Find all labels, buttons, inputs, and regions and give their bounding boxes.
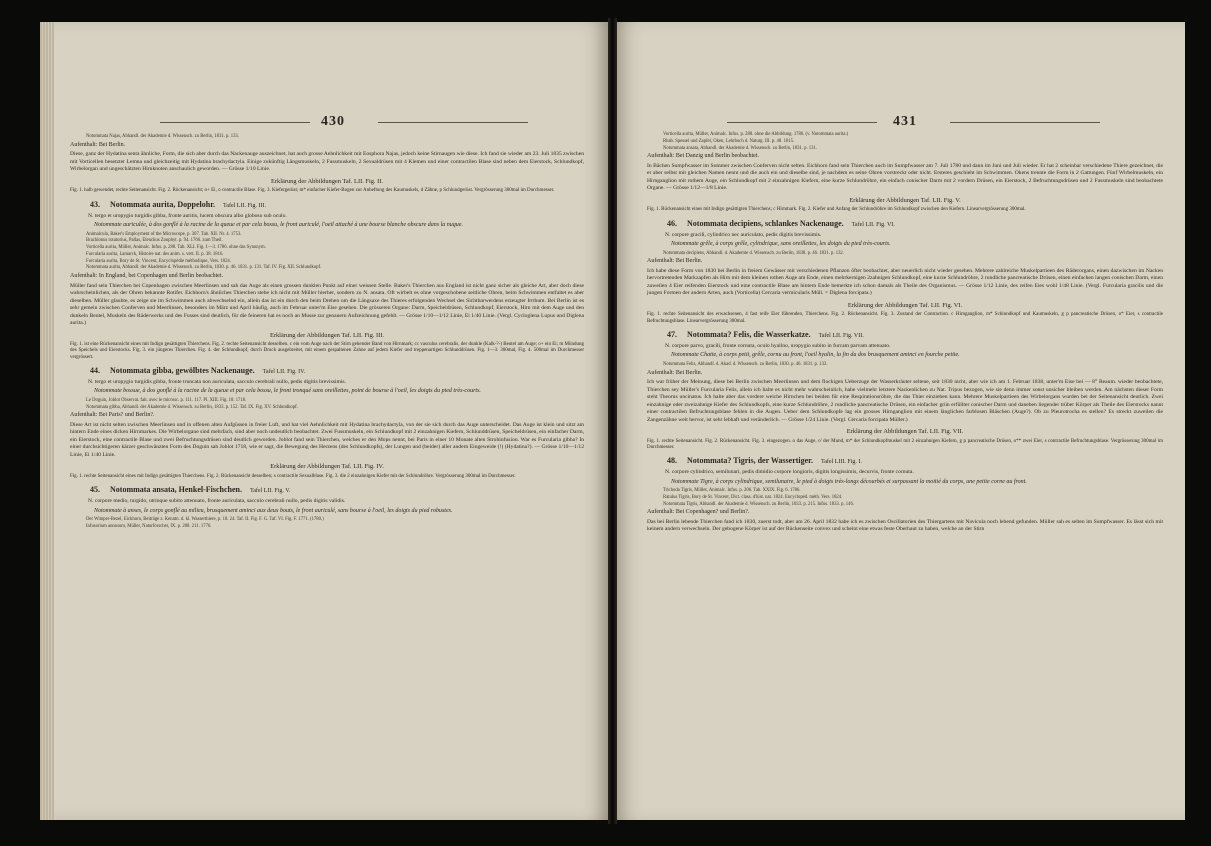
figure-explanation: Fig. 1. rechte Seitenansicht des erwachsenen, 4 fast reife Eier führenden, Thierchens. Fig. 2. Rückenansicht. Fig. 3. Zustand der Contraction. c Hirnganglion, m* Schlundkopf und Kaumuskeln, g p pancreatische Drüsen, o* Eier, s contractile Befruchtungsblase. Linearvergrösserung 300mal. (647, 312, 1163, 324)
figure-explanation: Fig. 1. halb gewendet, rechte Seitenansicht. Fig. 2. Rückenansicht; o+ Ei, o contractile Blase. Fig. 3. Kiefergerüst; m* einfacher Kiefer-Bogen zur Anheftung des Kaumuskels, d Zähne, p Schlundgerüst. Vergrösserung 300mal im Durchmesser. (70, 188, 555, 194)
body-paragraph: Diese Art ist nicht selten zwischen Meerlinsen und in offenen alten Aufgüssen in freier Luft, und hat viel Aehnlichkeit mit Hydatina brachydactyla, von der sie sich durch das Auge unterscheidet. Das Auge ist klein und sitzt am hintern Ende eines dicken Hirnmarkes. Die Wirbelorgane sind mehrfach, sind aber noch undeutlich beobachtet. Zwei Fussmuskeln, ein Schlundkopf mit 2 einzahnigen Kiefern, Schlunddrüsen, Speicheldrüsen, ein einfacher Darm, ein Eierstock, eine contractile Blase und zwei Befruchtungsdrüsen sind deutlich geworden. Joblot fand sein Thierchen, welches er den Mops nennt, bei Paris in einer 10 Monate alten Strohinfusion. War es Furcularia gibba? In einer durchsichtigeren kärzer geschwänzten Form des Doguin sah Joblot 1718, wie er sagt, die Bewegung des Herzens (des Schlundkopfs), der Lungen und (beider) aller andern Eingeweide (!) (Hydatina?). — Grösse 1/10—1/12 Linie, Ei 1/40 Linie. (70, 421, 584, 458)
habitat-line: Aufenthalt: Bei Copenhagen? und Berlin?. (647, 509, 750, 516)
species-heading (90, 200, 584, 211)
species-heading (90, 485, 584, 496)
page-number: 431 (893, 114, 917, 129)
french-diagnosis: Notommate bossue, à dos gonflé à la racine de la queue et par cela bossu, le front tronqué sans oreillettes, point de bourse à l'oeil, les doigts du pied très-courts. (94, 388, 481, 395)
french-diagnosis: Notommate auriculée, à dos gonflé à la racine de la queue et par cela bossu, le front auriculé, l'oeil attaché à une bourse blanche obscure dans la nuque. (94, 222, 463, 228)
synonym-ref: Notommata ansata, Abhandl. der Akademie d. Wissensch. zu Berlin, 1831. p. 131. (663, 145, 817, 151)
species-heading (667, 219, 1163, 230)
habitat-line: Aufenthalt: Bei Berlin. (647, 258, 703, 265)
synonym-ref: Animalcula, Baker's Employment of the Microscope, p. 307. Tab. XII. Nr. 4. 1753. (86, 231, 242, 237)
figure-explanation: Fig. 1. Rückenansicht eines mit Indigo gesättigten Thierchens; c Hirnmark. Fig. 2. Kiefer und Anfang der Schlundröhre im Schlundkopf zwischen den Kiefern. Linearvergrösserung 300mal. (647, 207, 1026, 213)
species-title: Notommata ansata, Henkel-Fischchen. (110, 485, 242, 495)
synonym-ref: Ratulus Tigris, Bory de St. Vincent, Dict. class. d'hist. nat. 1824. Encyclopéd. méth. Vers. 1824. (663, 494, 843, 500)
synonym-ref: Rhab. Spessel und Zapfel, Oken, Lehrbuch d. Naturg. III. p. 48. 1815. (663, 138, 795, 144)
figure-explanation-title: Erklärung der Abbildungen Taf. LII. Fig. III. (269, 331, 385, 339)
species-number: 48. (667, 456, 677, 465)
species-heading (90, 366, 584, 377)
species-number: 45. (90, 485, 100, 495)
figure-explanation: Fig. 1. ist eine Rückenansicht eines mit Indigo gesättigten Thierchens. Fig. 2. rechte Seitenansicht desselben. c ein vom Auge nach der Stirn gehender Band von Hirnmark; cc vasculus cerebralis, der dunkle (Kalk-?-) Beutel am Auge; o+ ein Ei; m Mündung des Speichels und Eierstocks. Fig. 3. ein jüngeres Thierchen. Fig. 4. der Schlundkopf, durch Druck ausgebreitet, mit einem gespaltenen Zahne auf jedem Kiefer und treppenartigen Schlunddrüsen. Fig. 1—3. 300mal, Fig. 4. 500mal im Durchmesser vergrössert. (70, 342, 584, 360)
body-paragraph: Ich war früher der Meinung, diese bei Berlin zwischen Meerlinsen und dem flockigen Ueberzuge der Wasserkräuter seltene, seit 1830 nicht, aber wie ich am 1. Februar 1838, unter'm Eise bei — 8° Reaum. wieder beobachtete, Thierchen sey Müller's Furcularia Felis, allein ich halte es nicht mehr wahrscheinlich, habe vielmehr letztere Nackenlichen zu Nat. Tripus bezogen, wie sie denn immer sonst unsicher bleiben werden. Am nächsten dieser Form steht Theorus uncinatus. Ich halte aber das vordere weiche Hirnchen bei beiden für eine Respirationsröhre, die das Thier einziehen kann. Mehrere Muskelpartieen des Wirbelorgans wurden bei der Seitenansicht deutlich. Zwei einzahnige oder zweizahnige Kiefer des Schlundkopfs, eine kurze Schlundröhre, 2 rundliche pancreatische Drüsen, ein einfacher grün erfüllter conischer Darm und daneben liegender trüber Körper als Theile des Eierstocks nannt einer contractilen Befruchtungsblase fehlen in die Augen. Ueber dem Schlundkopfe lag ein grosses Hirnganglion mit einem länglichen farblosen Bläschen (Auge?). Ob zu Pleurotrocha es stellen? Es streckt zuweilen die Zangenzähne weit hervor, ist sehr lebhaft und veränderlich. — Grösse 1/24 Linie. (Vergl. Cercaria forcipata Müller.) (647, 379, 1163, 423)
synonym-ref: Notommata decipiens, Abhandl. d. Akademie d. Wissensch. zu Berlin, 1830. p. 46. 1831. p. 132. (663, 250, 844, 256)
species-number: 43. (90, 199, 100, 209)
habitat-line: Aufenthalt: Bei Berlin. (70, 141, 126, 148)
synonym-ref: Infusorium annosum, Müller, Naturforscher, IX. p. 208. 211. 1776. (86, 523, 212, 529)
habitat-line: Aufenthalt: Bei Paris? und Berlin?. (70, 412, 155, 419)
page-header (40, 114, 608, 128)
synonym-ref: Notommata Felis, Abhandl. d. Akad. d. Wissensch. zu Berlin, 1830. p. 46. 1831. p. 133. (663, 361, 828, 367)
reference-line: Notommata Najas, Abhandl. der Akademie d. Wissensch. zu Berlin, 1831. p. 133. (86, 134, 239, 139)
latin-diagnosis: N. tergo et uropygio turgidis gibba, fronte truncata non auriculata, sacculo cerebrali nullo, pedis digitis brevissimis. (88, 378, 346, 385)
body-paragraph: Das bei Berlin lebende Thierchen fand ich 1830, zuerst todt, aber am 26. April 1832 habe ich es zwischen Oscillatorien des Thiergartens mit Navicula noch lebend gefunden. Müller sah es selten im Sumpfwasser. Es lässt sich mit keinem andern verwechseln. Der gebogene Körper ist auf der Rückenseite convex und scheint eine etwas feste Oberhaut zu haben, welche an der Stirn (647, 518, 1163, 533)
species-title: Notommata decipiens, schlankes Nackenauge. (687, 218, 844, 228)
latin-diagnosis: N. corpore medio, turgido, utrinque subito attenuato, fronte auriculata, sacculo cerebrali nullo, pedis digitis validis. (88, 498, 346, 505)
figure-explanation-title: Erklärung der Abbildungen Taf. LII. Fig. V. (849, 196, 961, 204)
left-page-text (70, 134, 584, 531)
figure-explanation-title: Erklärung der Abbildungen Taf. LII. Fig. IV. (270, 463, 384, 471)
species-heading (667, 456, 1163, 467)
body-paragraph: In Bächen Sumpfwasser im Sommer zwischen Conferven nicht selten. Eichhorn fand sein Thierchen auch im Sumpfwasser am 7. Juli 1780 und dann im Juni und Juli wieder. Er hat 2 scheinbar verschiedene Thiere gezeichnet, die er aber selbst mit gleichen Namen nennt und die auch ein und dieselbe sind, je nachdem es seine Ohren vorstreckt oder nicht. Ersteres geschieht im Schwimmen. Okens trennte die Form in 2 Gattungen. Fünf Wirbelmuskeln, ein Hirnganglion mit rothem Auge, ein Schlundkopf mit 2 einzahnigen Kiefern, eine kurze Schlundröhre, ein einfach conischer Darm mit 2 vordern Drüsen, ein Eierstock, 2 Befruchtungsdrüsen und 2 Fussmuskeln sind beobachtete Organe. — Grösse 1/12—1/8 Linie. (647, 162, 1163, 192)
plate-ref: Tafel LII. Fig. V. (250, 488, 291, 495)
french-diagnosis: Notommate à anses, le corps gonflé au milieu, brusquement aminci aux deux bouts, le front auriculé, sans bourse à l'oeil, les doigts du pied robustes. (94, 507, 453, 514)
latin-diagnosis: N. corpore cylindrico, semilunari, pedis dimidio corpore longioris, digitis longissimis, decurvis, fronte cornuta. (665, 469, 914, 475)
species-title: Notommata gibba, gewölbtes Nackenauge. (110, 365, 255, 375)
synonym-ref: Notommata gibba, Abhandl. der Akademie d. Wissensch. zu Berlin, 1833. p. 152. Taf. IX. Fig. XV. Schlundkopf. (86, 404, 298, 410)
synonym-ref: Furcularia aurita, Lamarck, Histoire nat. des anim. s. vert. II. p. 38. 1816. (86, 251, 224, 257)
body-paragraph: Ich habe diese Form von 1830 bei Berlin in freiem Gewässer mit verschiedenen Pflanzen öfter beobachtet, aber neuerlich nicht wieder gesehen. Mehrere zahlreiche Muskelpartieen des Räderorgans, einen dazwischen im Nacken hervortretenden Markzapfen als Hirn mit dem kleinen rothen Auge am Ende, einen mehrkernigen 2zahnigen Schlundkopf, eine kurze Schlundröhre, 2 rundliche pancreatische Drüsen, einen einfachen langen conischen Darm, einen zuweilen 4 Eier reifenden Eierstock und eine contractile Blase am hintern Ende bemerkte ich schon damals als Theile des Organismus. — Grösse 1/12 Linie, des reifen Eies wohl 1/48 Linie. (Vergl. Furcularia gracilis und die jungen Formen der andern Arten, auch (Vorticella) Cercaria vermicularis Müll. = Diglena forcipata.) (647, 267, 1163, 297)
plate-ref: Tafel LII. Fig. III. (223, 202, 266, 209)
species-heading (667, 330, 1163, 341)
french-diagnosis: Notommate Tigre, à corps cylindrique, semilunaire, le pied à doigts très-longs décourbés et surpassant la moitié du corps, une petite corne au front. (671, 478, 1027, 485)
synonym-ref: Furcularia aurita, Bory de St. Vincent, Encyclopédie méthodique, Vers. 1824. (86, 258, 231, 264)
header-rule (160, 122, 310, 123)
synonym-ref: Vorticella aurita, Müller, Animalc. Infus. p. 288. Tab. XLI. Fig. 1—3. 1786. ohne das Synonym. (86, 245, 266, 251)
header-rule (378, 122, 528, 123)
figure-explanation: Fig. 1. rechte Seitenansicht. Fig. 2. Rückenansicht. Fig. 3. eingezogen. o das Auge, o' der Mund, m* der Schlundkopfmuskel mit 2 einzahnigen Kiefern, g p pancreatische Drüsen, o** zwei Eier, s contractile Befruchtungsblase. Vergrösserung 300mal im Durchmesser. (647, 438, 1163, 450)
right-page-text (647, 120, 1163, 536)
latin-diagnosis: N. corpore gracili, cylindrico nec auriculato, pedis digitis brevissimis. (665, 231, 822, 238)
figure-explanation-title: Erklärung der Abbildungen Taf. LII. Fig. II. (271, 177, 383, 185)
species-title: Notommata? Felis, die Wasserkatze. (687, 329, 811, 339)
body-paragraph: Müller fand sein Thierchen bei Copenhagen zwischen Meerlinsen und sah das Auge als einen grossen dunklen Punkt auf einer weissen Stelle. Baker's Thierchen aus England ist nicht ganz sicher als gleiche Art, aber doch diese wahrscheinlichen, als der Ohren bekannte Rotifer. Eichhorn's ähnliches Thierchen stehe ich nicht mit Müller hierher, sondern zu N. ansata. Oft wirbelt es ohne vorgeschobene seitliche Ohren, beim Schwimmen entfaltet es aber dieselben. Müller glaubte, es zeige sie im Schwimmen auch abwechselnd ein, allein das ist ein durch den beim Drehen um die Längsaxe des Thieres erfolgenden Wechsel des Sichtbarwerdens erzeugter Irrthum. Bei Berlin ist es sehr gemein zwischen Conferven und Meerlinsen, besonders im März und April häufig, auch im Februar unter'm Eise gesehen. Die grösseren Organe: Darm, Speicheldrüsen, Schlundkopf, Eierstock, Hirn mit dem Auge und den dunkeln Beutel, Muskeln des Räderwerks und des Fusses sind deutlich, für die feineren hat es noch an Musse zur genauern Aufzeichnung gefehlt. — Grösse 1/10—1/12 Linie, Ei 1/40 Linie. (Vergl. Cycloglena Lupus und Diglena aurita.) (70, 282, 584, 327)
left-page (40, 22, 608, 820)
plate-ref: Tafel LII. Fig. IV. (262, 368, 306, 375)
latin-diagnosis: N. tergo et uropygio turgidis gibba, fronte auritis, lucem obscura albo globoso sub oculo. (88, 212, 287, 219)
synonym-ref: Notommata Tigris, Abhandl. der Akademie d. Wissensch. zu Berlin, 1833. p. 215. Infus. 1833. p. 146. (663, 501, 854, 507)
synonym-ref: Brachionus rotatorius, Pallas, Elenchus Zoophyt. p. 94. 1766. zum Theil. (86, 238, 223, 244)
synonym-ref: Vorticella aurita, Müller, Animalc. Infus. p. 288. ohne die Abbildung. 1786. (v. Notommata aurita.) (663, 132, 849, 137)
figure-explanation-title: Erklärung der Abbildungen Taf. LII. Fig. VII. (846, 428, 964, 436)
species-number: 44. (90, 365, 100, 375)
book-gutter (608, 18, 617, 824)
latin-diagnosis: N. corpore parvo, gracili, fronte cornuta, oculo hyalino, uropygio subito in furcam parvam attenuato. (665, 342, 891, 349)
french-diagnosis: Notommate Chatte, à corps petit, grêle, cornu au front, l'oeil hyalin, la fin du dos brusquement aminci en fourche petite. (671, 352, 960, 359)
synonym-ref: Le Doguin, Joblot Observat. fait. avec le microsc. p. 111. 117. Pl. XIII. Fig. 18. 1718. (86, 397, 247, 403)
species-title: Notommata aurita, Doppelohr. (110, 199, 216, 209)
species-number: 47. (667, 329, 677, 339)
page-number: 430 (321, 114, 345, 129)
synonym-ref: Der Wimper-Bezel, Eichhorn, Beiträge z. Kenntn. d. kl. Wasserthiere, p. 18. 24. Taf. II. Fig. F. G. Taf. VI. Fig. F. 1771. (1780.) (86, 517, 324, 523)
body-paragraph: Diese, ganz der Hydatina senta ähnliche, Form, die sich aber durch das Nackenauge auszeichnet, hat auch grosse Aehnlichkeit mit Eosphora Najas, jedoch keine Stirnaugen wie diese. Ich fand sie wieder am 23. Juli 1835 zwischen mit Vorticellen besetzter Lemna und gleichzeitig mit Hydatina brachydactyla. Einige zukünftig Längsmuskeln, 2 Fussmuskeln, 2 Sexualdrüsen mit 4 Kiemen und einer contractilen Blase sind neben dem Eierstock, Schlundkopf, Wirbelorgan und ungeschätzten Hirnknoten anschaulich geworden. — Grösse 1/10 Linie. (70, 151, 584, 173)
species-number: 46. (667, 218, 677, 228)
figure-explanation-title: Erklärung der Abbildungen Taf. LII. Fig. VI. (847, 301, 963, 309)
synonym-ref: Trichoda Tigris, Müller, Animalc. Infus. p. 206. Tab. XXIX. Fig. 6. 1786. (663, 488, 801, 493)
right-page (617, 22, 1185, 820)
plate-ref: Tafel LII. Fig. VII. (818, 332, 864, 339)
plate-ref: Tafel LIII. Fig. I. (821, 459, 862, 465)
species-title: Notommata? Tigris, der Wassertiger. (687, 456, 813, 465)
habitat-line: Aufenthalt: Bei Danzig und Berlin beobachtet. (647, 153, 759, 160)
figure-explanation: Fig. 1. rechte Seitenansicht eines mit Indigo gesättigten Thierchens. Fig. 2. Rückenansicht desselben; s contractile Sexualblase. Fig. 3. die 2 einzahnigen Kiefer mit der Schlundröhre. Vergrösserung 300mal im Durchmesser. (70, 473, 516, 479)
plate-ref: Tafel LII. Fig. VI. (851, 221, 895, 228)
habitat-line: Aufenthalt: Bei Berlin. (647, 369, 703, 376)
french-diagnosis: Notommate grêle, à corps grêle, cylindrique, sans oreillettes, les doigts du pied très-courts. (671, 241, 891, 248)
synonym-ref: Notommata aurita, Abhandl. der Akademie d. Wissensch. zu Berlin, 1830. p. 46. 1831. p. 131. Taf. IV. Fig. XII. Schlundkopf. (86, 265, 322, 271)
habitat-line: Aufenthalt: In England, bei Copenhagen und Berlin beobachtet. (70, 273, 224, 280)
